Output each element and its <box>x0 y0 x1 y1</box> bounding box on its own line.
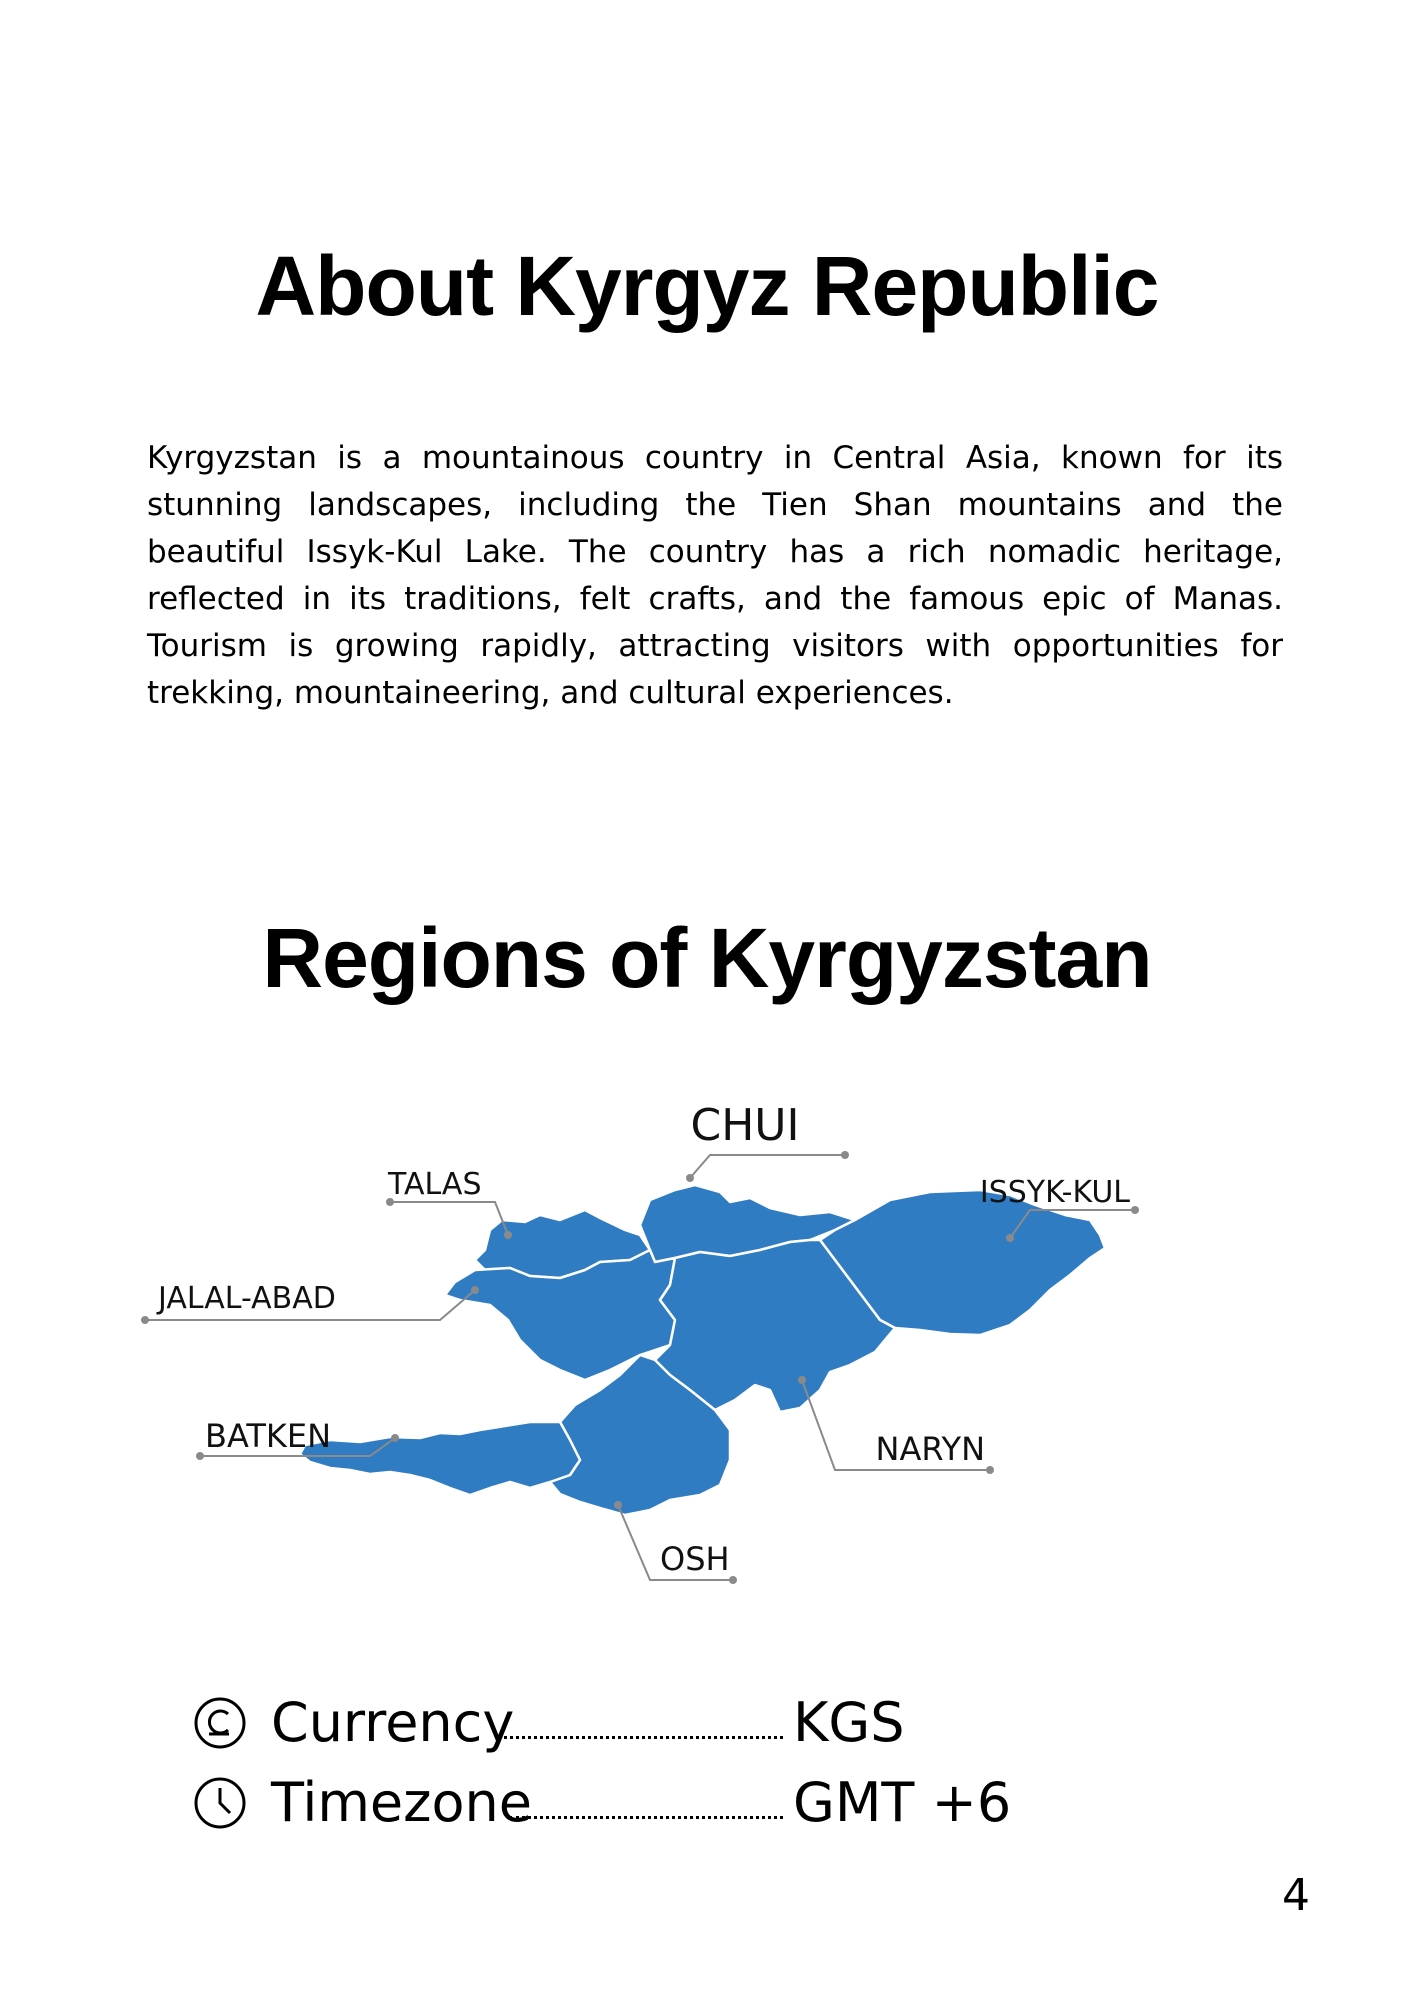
label-batken: BATKEN <box>205 1417 332 1455</box>
label-naryn: NARYN <box>875 1430 985 1468</box>
region-batken <box>300 1422 580 1495</box>
timezone-leader-dots <box>509 1816 783 1819</box>
currency-leader-dots <box>498 1736 783 1739</box>
currency-value: KGS <box>793 1691 905 1754</box>
regions-title: Regions of Kyrgyzstan <box>262 911 1152 1005</box>
currency-icon <box>193 1696 247 1750</box>
timezone-row <box>193 1768 1193 1838</box>
currency-row <box>193 1688 1193 1758</box>
intro-paragraph: Kyrgyzstan is a mountainous country in Central Asia, known for its stunning landscapes, including the Tien Shan mountains and the beautiful Issyk-Kul Lake. The country has a rich nomadic heritage, reflected in its traditions, felt crafts, and the famous epic of Manas. Tourism is growing rapidly, attracting visitors with opportunities for trekking, mountaineering, and cultural experiences. <box>147 440 1283 711</box>
regions-map <box>130 1090 1260 1590</box>
page-number: 4 <box>1282 1870 1310 1921</box>
timezone-value: GMT +6 <box>793 1771 1012 1834</box>
page-title: About Kyrgyz Republic <box>255 239 1159 333</box>
clock-icon <box>193 1776 247 1830</box>
label-talas: TALAS <box>388 1167 482 1202</box>
label-jalal-abad: JALAL-ABAD <box>158 1281 336 1316</box>
currency-label: Currency <box>271 1691 515 1754</box>
label-issyk-kul: ISSYK-KUL <box>979 1175 1130 1210</box>
label-osh: OSH <box>660 1540 730 1578</box>
map-svg <box>130 1090 1260 1590</box>
timezone-label: Timezone <box>271 1771 532 1834</box>
label-chui: CHUI <box>690 1100 800 1151</box>
